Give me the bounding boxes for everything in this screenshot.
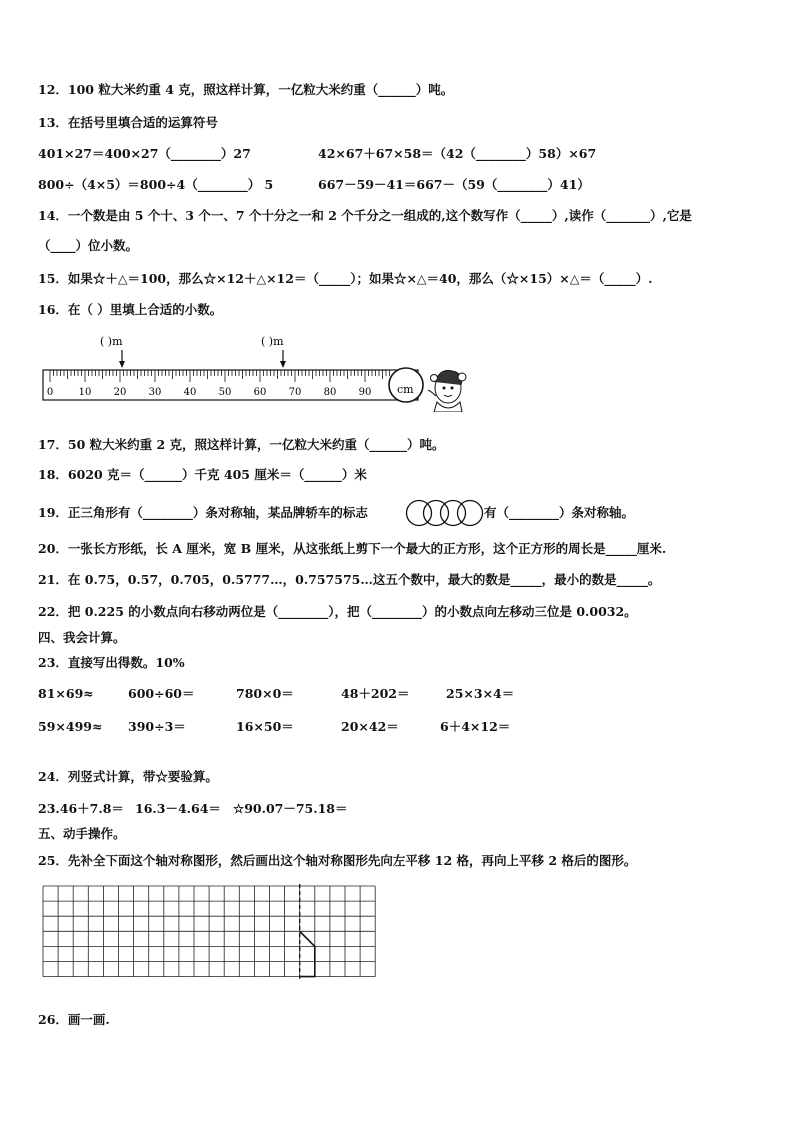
- car-logo-four-rings: [403, 498, 487, 528]
- calc-item: 6＋4×12＝: [440, 719, 511, 734]
- ruler-unit: cm: [397, 383, 414, 396]
- question-25: 25．先补全下面这个轴对称图形，然后画出这个轴对称图形先向左平移 12 格，再向上平移 2 格后的图形。: [38, 853, 637, 868]
- square-grid: [40, 883, 376, 989]
- question-19-part-a: 19．正三角形有（________）条对称轴，某品牌轿车的标志: [38, 505, 368, 520]
- question-16-title: 16．在（ ）里填上合适的小数。: [38, 302, 223, 317]
- ruler-label: 10: [78, 387, 92, 398]
- calc-item: 48＋202＝: [341, 686, 410, 701]
- ruler-label: 50: [218, 387, 232, 398]
- vertical-calc-item: 23.46＋7.8＝: [38, 801, 124, 816]
- ruler-label: 60: [253, 387, 267, 398]
- question-18: 18．6020 克＝（______）千克 405 厘米＝（______）米: [38, 467, 367, 482]
- ruler-label: 0: [46, 387, 54, 398]
- girl-illustration: [428, 370, 466, 412]
- ruler-arrow-head: [280, 361, 286, 368]
- calc-item: 59×499≈: [38, 719, 103, 734]
- calc-item: 16×50＝: [236, 719, 294, 734]
- question-23-title: 23．直接写出得数。10%: [38, 655, 185, 670]
- question-14-line-2: （____）位小数。: [38, 238, 139, 253]
- calc-item: 81×69≈: [38, 686, 94, 701]
- half-shape: [300, 931, 315, 976]
- question-17: 17．50 粒大米约重 2 克，照这样计算，一亿粒大米约重（______）吨。: [38, 437, 445, 452]
- ruler-label: 30: [148, 387, 162, 398]
- ruler-label: 90: [358, 387, 372, 398]
- question-13-title: 13．在括号里填合适的运算符号: [38, 115, 218, 130]
- question-13-expr-4: 667－59－41＝667－（59（________）41）: [318, 177, 590, 192]
- question-26: 26．画一画.: [38, 1012, 110, 1027]
- ruler-label: 40: [183, 387, 197, 398]
- vertical-calc-item: ☆90.07－75.18＝: [233, 801, 348, 816]
- ruler-arrow-label: ( )m: [261, 335, 284, 348]
- question-24-title: 24．列竖式计算，带☆要验算。: [38, 769, 218, 784]
- question-13-expr-2: 42×67＋67×58＝（42（________）58）×67: [318, 146, 597, 161]
- question-12: 12．100 粒大米约重 4 克，照这样计算，一亿粒大米约重（______）吨。: [38, 82, 454, 97]
- calc-item: 25×3×4＝: [446, 686, 515, 701]
- ruler-label: 70: [288, 387, 302, 398]
- section-5-heading: 五、动手操作。: [38, 826, 126, 841]
- vertical-calc-item: 16.3－4.64＝: [135, 801, 221, 816]
- calc-item: 780×0＝: [236, 686, 294, 701]
- calc-item: 600÷60＝: [128, 686, 195, 701]
- question-14-line-1: 14．一个数是由 5 个十、3 个一、7 个十分之一和 2 个千分之一组成的,这个数写作（_____）,读作（_______）,它是: [38, 208, 692, 223]
- ruler-figure: [40, 330, 480, 412]
- ruler-label: 20: [113, 387, 127, 398]
- question-13-expr-1: 401×27＝400×27（________）27: [38, 146, 251, 161]
- question-20: 20．一张长方形纸，长 A 厘米，宽 B 厘米，从这张纸上剪下一个最大的正方形，这个正方形的周长是_____厘米.: [38, 541, 667, 556]
- question-19-part-b: 有（________）条对称轴。: [484, 505, 635, 520]
- ruler-arrow-label: ( )m: [100, 335, 123, 348]
- ruler-arrow-head: [119, 361, 125, 368]
- question-13-expr-3: 800÷（4×5）＝800÷4（________） 5: [38, 177, 274, 192]
- calc-item: 20×42＝: [341, 719, 399, 734]
- question-21: 21．在 0.75，0.57，0.705，0.5777…，0.757575…这五个数中，最大的数是_____，最小的数是_____。: [38, 572, 661, 587]
- section-4-heading: 四、我会计算。: [38, 630, 126, 645]
- ruler-label: 80: [323, 387, 337, 398]
- question-15: 15．如果☆＋△＝100，那么☆×12＋△×12＝（_____）；如果☆×△＝40，那么（☆×15）×△＝（_____）.: [38, 271, 653, 286]
- grid-lines: [43, 886, 375, 977]
- calc-item: 390÷3＝: [128, 719, 186, 734]
- question-22: 22．把 0.225 的小数点向右移动两位是（________），把（________）的小数点向左移动三位是 0.0032。: [38, 604, 637, 619]
